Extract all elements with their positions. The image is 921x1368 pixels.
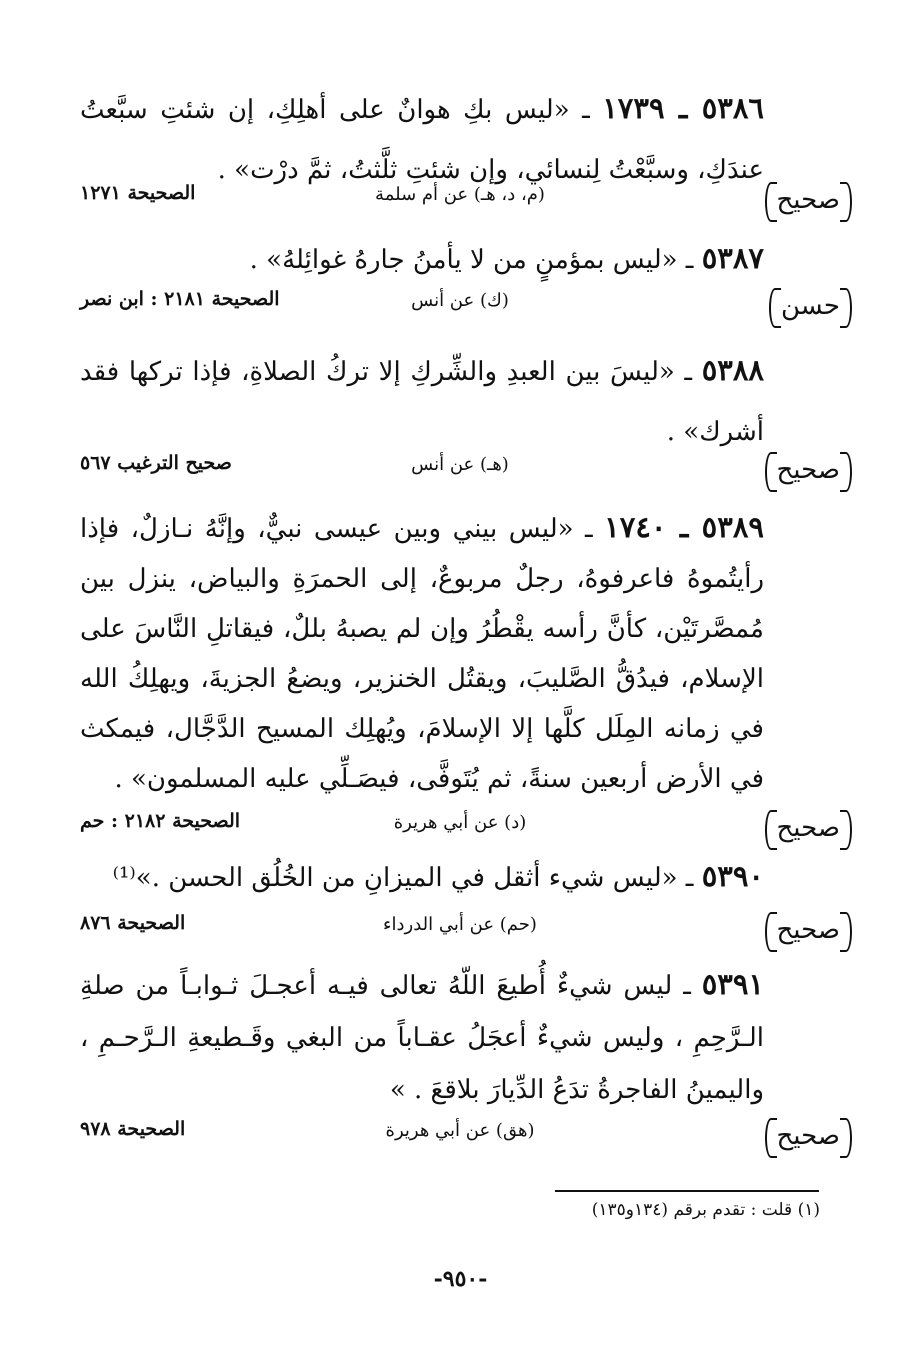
hadith-5391 (80, 958, 764, 1118)
hadith-text: ـ ليس شيءٌ أُطيعَ اللّهُ تعالى فيـه أعجـلَ ثـوابـاً من صلةِ الـرَّحِمِ ، وليس شيءٌ أعجَلُ عقـاباً من البغي وقَـطيعةِ الـرَّحـمِ ، واليمينُ الفاجرةُ تدَعُ الدِّيارَ بلاقعَ . » (80, 971, 764, 1105)
hadith-5388 (80, 340, 764, 460)
grade-label: صحيح (777, 448, 841, 492)
grade-label: صحيح (777, 806, 841, 850)
source-text: (د) عن أبي هريرة (393, 812, 527, 833)
grade-label: صحيح (777, 1114, 841, 1158)
hadith-5389 (80, 502, 764, 802)
source-text: (هق) عن أبي هريرة (385, 1120, 535, 1141)
reference-text: الصحيحة ٩٧٨ (80, 1118, 186, 1140)
grade-label: صحيح (777, 908, 841, 952)
hadith-number: ٥٣٨٧ (701, 241, 764, 275)
hadith-text: ـ «ليسَ بين العبدِ والشِّركِ إلا تركُ الصلاةِ، فإذا تركها فقد أشرك» . (80, 357, 764, 447)
hadith-5387 (80, 228, 764, 288)
reference-text: صحيح الترغيب ٥٦٧ (80, 452, 232, 474)
reference-text: الصحيحة ٢١٨٢ : حم (80, 810, 241, 832)
hadith-5386-source-row (80, 178, 840, 224)
hadith-text: ـ «ليس بكِ هوانٌ على أهلِكِ، إن شئتِ سبَّعتُ عندَكِ، وسبَّعْتُ لِنسائي، وإن شئتِ ثلَّثتُ، ثمَّ درْت» . (80, 95, 764, 185)
page-number: -٩٥٠- (433, 1266, 488, 1292)
source-text: (ك) عن أنس (411, 290, 509, 311)
hadith-5390 (80, 846, 764, 906)
hadith-5387-source-row (80, 284, 840, 330)
grade-label: حسن (781, 284, 840, 328)
source-text: (م، د، هـ) عن أم سلمة (375, 184, 545, 205)
hadith-number: ٥٣٨٦ ـ ١٧٣٩ (602, 91, 764, 125)
hadith-number: ٥٣٨٨ (701, 353, 765, 387)
hadith-number: ٥٣٨٩ ـ ١٧٤٠ (604, 510, 764, 544)
source-text: (حم) عن أبي الدرداء (383, 914, 537, 935)
grade-label: صحيح (777, 178, 841, 222)
reference-text: الصحيحة ٢١٨١ : ابن نصر (80, 288, 280, 310)
reference-text: الصحيحة ٨٧٦ (80, 912, 186, 934)
hadith-5388-source-row (80, 448, 840, 494)
footnote: (١) قلت : تقدم برقم (١٣٤و١٣٥) (591, 1200, 820, 1220)
footnote-divider (555, 1190, 819, 1192)
hadith-text: ـ «ليس بمؤمنٍ من لا يأمنُ جارهُ غوائِلهُ» . (249, 245, 694, 275)
reference-text: الصحيحة ١٢٧١ (80, 182, 196, 204)
hadith-number: ٥٣٩٠ (701, 859, 764, 893)
hadith-text: ـ «ليس شيء أثقل في الميزانِ من الخُلُق الحسن .»⁽¹⁾ (112, 863, 694, 893)
hadith-text: ـ «ليس بيني وبين عيسى نبيٌّ، وإنَّهُ نـازلٌ، فإذا رأيتُموهُ فاعرفوهُ، رجلٌ مربوعٌ، إلى الحمرَةِ والبياض، ينزل بين مُمصَّرتَيْن، كأنَّ رأسه يقْطُرُ وإن لم يصبهُ بللٌ، فيقاتلِ النَّاسَ على الإسلام، فيدُقُّ الصَّليبَ، ويقتُل الخنزير، ويضعُ الجزيةَ، ويهلِكُ الله في زمانه المِلَل كلَّها إلا الإسلامَ، ويُهلِك المسيح الدَّجَّال، فيمكث في الأرض أربعين سنةً، ثم يُتَوفَّى، فيصَـلِّي عليه المسلمون» . (80, 514, 764, 794)
source-text: (هـ) عن أنس (411, 454, 509, 475)
hadith-5391-source-row (80, 1114, 840, 1160)
hadith-number: ٥٣٩١ (701, 967, 765, 1001)
hadith-5390-source-row (80, 908, 840, 954)
